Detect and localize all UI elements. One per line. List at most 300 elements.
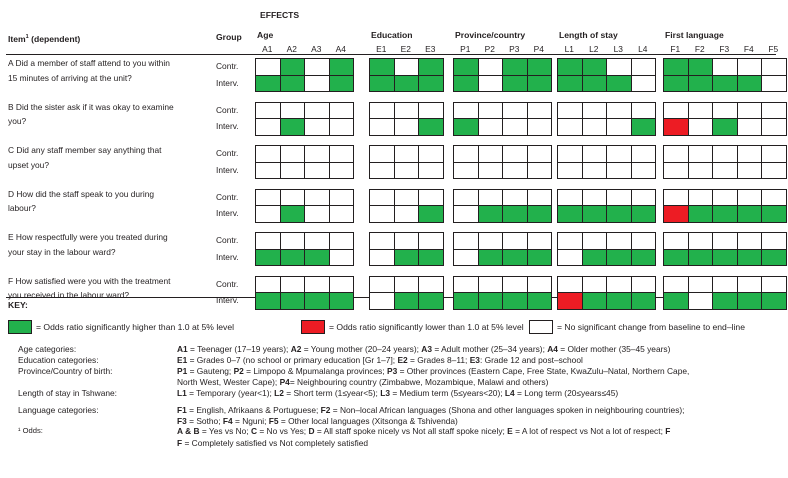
effect-cell — [737, 249, 763, 267]
effect-cell — [557, 232, 583, 250]
effect-cell — [394, 75, 420, 93]
effect-cell — [478, 58, 504, 76]
effect-cell — [329, 232, 355, 250]
item-question: A Did a member of staff attend to you within — [8, 58, 170, 68]
legend-definition-segment: F4 — [222, 416, 233, 427]
effect-cell — [453, 189, 479, 207]
effect-cell — [453, 292, 479, 310]
legend-definition-segment: P1 — [177, 365, 188, 376]
effect-cell — [712, 249, 738, 267]
effect-cell — [255, 145, 281, 163]
effect-cell — [255, 189, 281, 207]
effect-cell — [478, 118, 504, 136]
effect-cell — [369, 189, 395, 207]
effect-cell — [663, 232, 689, 250]
effect-cell — [712, 205, 738, 223]
effect-cell — [369, 249, 395, 267]
column-code: F5 — [768, 44, 779, 54]
effect-cell — [255, 232, 281, 250]
effect-cell — [502, 232, 528, 250]
effects-heading: EFFECTS — [260, 10, 300, 20]
effect-cell — [369, 102, 395, 120]
legend-definition-segment: = Teenager (17–19 years); — [187, 343, 291, 354]
group-row-label: Contr. — [216, 278, 239, 289]
effect-cell — [369, 162, 395, 180]
effect-cell — [394, 232, 420, 250]
effect-cell — [688, 75, 714, 93]
effect-cell — [688, 205, 714, 223]
effect-cell — [478, 249, 504, 267]
legend-category-label: ¹ Odds: — [18, 426, 43, 436]
effect-cell — [304, 249, 330, 267]
item-question: upset you? — [8, 159, 49, 170]
effect-cell — [761, 102, 787, 120]
effect-cell — [280, 162, 306, 180]
effect-cell — [304, 292, 330, 310]
legend-definition-segment: = Other provinces (Eastern Cape, Free State, KwaZulu–Natal, Northern Cape, — [397, 365, 690, 376]
effect-cell — [394, 118, 420, 136]
effect-cell — [582, 145, 608, 163]
effect-cell — [527, 162, 553, 180]
effect-cell — [255, 102, 281, 120]
legend-definition-segment: = Yes vs No; — [199, 426, 251, 437]
item-question: E How respectfully were you treated during — [8, 232, 168, 242]
effect-cell — [606, 276, 632, 294]
effect-cell — [557, 145, 583, 163]
effect-cell — [712, 162, 738, 180]
effect-cell — [606, 145, 632, 163]
effect-cell — [761, 189, 787, 207]
legend-definition-line — [177, 405, 685, 415]
effect-cell — [582, 75, 608, 93]
effect-cell — [478, 189, 504, 207]
effect-cell — [527, 205, 553, 223]
header-divider — [6, 54, 776, 55]
effect-cell — [663, 292, 689, 310]
effect-cell — [527, 292, 553, 310]
effect-cell — [557, 276, 583, 294]
effect-cell — [761, 276, 787, 294]
legend-definition-segment: L1 — [177, 388, 187, 399]
effect-cell — [304, 162, 330, 180]
effect-cell — [688, 102, 714, 120]
effect-cell — [688, 162, 714, 180]
column-code: L4 — [638, 44, 648, 54]
legend-definition-segment: = Grades 8–11; — [407, 354, 470, 365]
effect-cell — [329, 162, 355, 180]
effect-cell — [369, 205, 395, 223]
effect-cell — [712, 145, 738, 163]
column-code: L1 — [564, 44, 574, 54]
column-code: E2 — [400, 44, 411, 54]
effect-cell — [631, 276, 657, 294]
legend-definition-segment: = Completely satisfied vs Not completely satisfied — [182, 437, 369, 448]
legend-definition-segment: A4 — [547, 343, 558, 354]
column-code: E1 — [376, 44, 387, 54]
effect-cell — [737, 205, 763, 223]
column-code: E3 — [425, 44, 436, 54]
legend-definition-segment: P3 — [387, 365, 398, 376]
key-green-swatch — [8, 320, 32, 334]
effect-cell — [688, 118, 714, 136]
effect-cell — [304, 102, 330, 120]
effect-cell — [712, 189, 738, 207]
effect-cell — [329, 292, 355, 310]
effect-cell — [329, 249, 355, 267]
column-code: A3 — [311, 44, 322, 54]
effect-cell — [329, 75, 355, 93]
effect-cell — [418, 162, 444, 180]
legend-definition-segment: = Young mother (20–24 years); — [301, 343, 422, 354]
effect-cell — [502, 162, 528, 180]
column-code: A4 — [335, 44, 346, 54]
effect-cell — [737, 189, 763, 207]
legend-definition-segment: = All staff spoke nicely vs Not all staff spoke nicely; — [314, 426, 508, 437]
group-title: Length of stay — [559, 30, 618, 40]
legend-definition-segment: E2 — [397, 354, 408, 365]
effect-cell — [606, 205, 632, 223]
effect-cell — [606, 102, 632, 120]
effect-cell — [737, 162, 763, 180]
effect-cell — [394, 162, 420, 180]
effect-cell — [606, 162, 632, 180]
legend-definition-line — [177, 377, 548, 387]
legend-definition-line — [177, 388, 618, 398]
effect-cell — [394, 58, 420, 76]
effect-cell — [369, 276, 395, 294]
legend-definition-line — [177, 355, 583, 365]
legend-definition-segment: A & B — [177, 426, 200, 437]
group-title: Age — [257, 30, 274, 40]
legend-definition-segment: : Grade 12 and post–school — [479, 354, 583, 365]
legend-definition-line — [177, 344, 670, 354]
effect-cell — [280, 145, 306, 163]
legend-definition-segment: E3 — [469, 354, 480, 365]
effect-cell — [502, 292, 528, 310]
group-row-label: Interv. — [216, 251, 239, 262]
column-code: P3 — [509, 44, 520, 54]
effect-cell — [737, 232, 763, 250]
group-title: First language — [665, 30, 724, 40]
key-title: KEY: — [8, 300, 28, 310]
effect-cell — [557, 58, 583, 76]
effect-cell — [453, 118, 479, 136]
effect-cell — [453, 58, 479, 76]
effect-cell — [280, 58, 306, 76]
legend-definition-segment: P2 — [233, 365, 244, 376]
effect-cell — [582, 189, 608, 207]
legend-definition-segment: = Long term (20≤years≤45) — [514, 388, 619, 399]
legend-definition-segment: A1 — [177, 343, 188, 354]
effect-cell — [688, 58, 714, 76]
effect-cell — [688, 232, 714, 250]
effect-cell — [255, 118, 281, 136]
effect-cell — [394, 189, 420, 207]
legend-definition-segment: C — [250, 426, 258, 437]
group-row-label: Interv. — [216, 77, 239, 88]
legend-definition-segment: = Non–local African languages (Shona and other languages spoken in neighbouring countries); — [330, 405, 685, 415]
effect-cell — [280, 232, 306, 250]
effect-cell — [369, 75, 395, 93]
effect-cell — [688, 249, 714, 267]
group-column-header: Group — [216, 32, 242, 42]
group-row-label: Contr. — [216, 191, 239, 202]
effect-cell — [631, 118, 657, 136]
effect-cell — [255, 162, 281, 180]
legend-definition-segment: L4 — [504, 388, 515, 399]
effect-cell — [737, 145, 763, 163]
effect-cell — [663, 249, 689, 267]
legend-definition-segment: = Limpopo & Mpumalanga provinces; — [243, 365, 387, 376]
effect-cell — [712, 102, 738, 120]
item-question: F How satisfied were you with the treatment — [8, 275, 171, 286]
effect-cell — [418, 189, 444, 207]
effect-cell — [255, 249, 281, 267]
effect-cell — [418, 249, 444, 267]
column-code: L2 — [589, 44, 599, 54]
effect-cell — [582, 102, 608, 120]
effect-cell — [712, 292, 738, 310]
effect-cell — [369, 292, 395, 310]
effect-cell — [280, 205, 306, 223]
effect-cell — [663, 276, 689, 294]
effect-cell — [369, 232, 395, 250]
legend-definition-segment: L2 — [274, 388, 284, 399]
effect-cell — [631, 232, 657, 250]
effect-cell — [737, 102, 763, 120]
effect-cell — [761, 249, 787, 267]
effect-cell — [329, 189, 355, 207]
item-question: 15 minutes of arriving at the unit? — [8, 72, 132, 83]
effect-cell — [502, 189, 528, 207]
effect-cell — [453, 205, 479, 223]
legend-definition-line — [177, 438, 368, 448]
legend-definition-segment: E — [507, 426, 513, 437]
effect-cell — [761, 292, 787, 310]
effect-cell — [527, 75, 553, 93]
effect-cell — [453, 276, 479, 294]
effect-cell — [527, 189, 553, 207]
effect-cell — [394, 292, 420, 310]
item-question: you received in the labour ward? — [8, 290, 130, 300]
effect-cell — [761, 58, 787, 76]
effect-cell — [255, 205, 281, 223]
effect-cell — [418, 292, 444, 310]
effect-cell — [280, 292, 306, 310]
group-row-label: Contr. — [216, 61, 239, 71]
legend-category-label: Age categories: — [18, 343, 77, 354]
effect-cell — [502, 249, 528, 267]
effect-cell — [663, 102, 689, 120]
effect-cell — [712, 118, 738, 136]
group-row-label: Contr. — [216, 104, 239, 115]
legend-definition-segment: A2 — [290, 343, 302, 354]
effect-cell — [663, 118, 689, 136]
effect-cell — [582, 58, 608, 76]
effect-cell — [761, 205, 787, 223]
legend-definition-segment: = A lot of respect vs Not a lot of respect; — [512, 426, 666, 437]
effect-cell — [606, 118, 632, 136]
column-code: F3 — [719, 44, 730, 54]
legend-category-label: Province/Country of birth: — [18, 365, 113, 376]
column-code: L3 — [613, 44, 623, 54]
column-code: F4 — [743, 44, 754, 54]
effect-cell — [631, 162, 657, 180]
effect-cell — [394, 249, 420, 267]
effect-cell — [582, 292, 608, 310]
legend-definition-segment: F — [177, 437, 183, 448]
effect-cell — [304, 58, 330, 76]
effect-cell — [663, 189, 689, 207]
effect-cell — [737, 276, 763, 294]
effect-cell — [557, 249, 583, 267]
effect-cell — [329, 58, 355, 76]
effect-cell — [631, 189, 657, 207]
group-row-label: Contr. — [216, 235, 239, 245]
effect-cell — [712, 58, 738, 76]
effect-cell — [304, 276, 330, 294]
group-row-label: Interv. — [216, 121, 239, 131]
effect-cell — [502, 276, 528, 294]
effect-cell — [527, 249, 553, 267]
effect-cell — [663, 75, 689, 93]
effect-cell — [527, 118, 553, 136]
effect-cell — [280, 118, 306, 136]
effect-cell — [527, 276, 553, 294]
effect-cell — [527, 102, 553, 120]
effect-cell — [369, 118, 395, 136]
effect-cell — [582, 232, 608, 250]
effect-cell — [712, 75, 738, 93]
column-code: P2 — [484, 44, 495, 54]
column-code: P1 — [460, 44, 471, 54]
effect-cell — [631, 58, 657, 76]
effect-cell — [737, 292, 763, 310]
effect-cell — [453, 145, 479, 163]
legend-definition-segment: F3 — [177, 416, 187, 427]
effect-cell — [761, 118, 787, 136]
effect-cell — [582, 249, 608, 267]
item-question: labour? — [8, 203, 36, 213]
effect-cell — [606, 58, 632, 76]
effect-cell — [737, 75, 763, 93]
key-white-swatch — [529, 320, 553, 334]
legend-definition-segment: A3 — [421, 343, 433, 354]
legend-definition-segment: = Older mother (35–45 years) — [557, 343, 671, 354]
legend-definition-segment: = Grades 0–7 (no school or primary education [Gr 1–7]; — [187, 354, 398, 365]
effect-cell — [304, 145, 330, 163]
effect-cell — [557, 292, 583, 310]
column-code: F1 — [670, 44, 681, 54]
effect-cell — [631, 102, 657, 120]
effect-cell — [418, 75, 444, 93]
effect-cell — [394, 102, 420, 120]
effect-cell — [557, 162, 583, 180]
effect-cell — [527, 145, 553, 163]
effect-cell — [255, 276, 281, 294]
effect-cell — [418, 118, 444, 136]
effect-cell — [394, 145, 420, 163]
effect-cell — [329, 276, 355, 294]
effect-cell — [502, 118, 528, 136]
item-question: you? — [8, 116, 27, 126]
effect-cell — [606, 249, 632, 267]
effect-cell — [688, 189, 714, 207]
effect-cell — [631, 145, 657, 163]
legend-definition-line — [177, 416, 458, 426]
column-code: F2 — [694, 44, 705, 54]
legend-definition-segment: North West, Wester Cape); — [177, 377, 280, 388]
effect-cell — [478, 276, 504, 294]
effect-cell — [606, 292, 632, 310]
legend-definition-segment: = Other local languages (Xitsonga & Tshivenda) — [278, 416, 458, 427]
legend-category-label: Language categories: — [18, 405, 99, 415]
effect-cell — [527, 232, 553, 250]
legend-definition-segment: F — [665, 426, 671, 437]
legend-definition-segment: = Nguni; — [232, 416, 269, 427]
effect-cell — [394, 205, 420, 223]
effect-cell — [663, 205, 689, 223]
effect-cell — [418, 58, 444, 76]
legend-definition-line — [177, 426, 670, 436]
effect-cell — [478, 205, 504, 223]
group-row-label: Interv. — [216, 295, 239, 305]
effect-cell — [502, 58, 528, 76]
legend-definition-segment: F1 — [177, 405, 187, 415]
effect-cell — [394, 276, 420, 294]
effect-cell — [453, 162, 479, 180]
effect-cell — [631, 75, 657, 93]
legend-definition-segment: = English, Afrikaans & Portuguese; — [186, 405, 321, 415]
effect-cell — [255, 75, 281, 93]
legend-definition-segment: = Neighbouring country (Zimbabwe, Mozambique, Malawi and others) — [289, 377, 549, 388]
effect-cell — [688, 292, 714, 310]
effect-cell — [606, 232, 632, 250]
effect-cell — [606, 189, 632, 207]
effect-cell — [329, 118, 355, 136]
effect-cell — [631, 249, 657, 267]
effect-cell — [418, 102, 444, 120]
effect-cell — [478, 232, 504, 250]
effect-cell — [502, 145, 528, 163]
effect-cell — [663, 162, 689, 180]
effect-cell — [761, 145, 787, 163]
legend-definition-segment: F5 — [268, 416, 279, 427]
legend-definition-segment: E1 — [177, 354, 188, 365]
effect-cell — [478, 162, 504, 180]
legend-definition-line — [177, 366, 689, 376]
effect-cell — [557, 189, 583, 207]
effect-cell — [280, 189, 306, 207]
legend-definition-segment: = Medium term (5≤years<20); — [390, 388, 505, 399]
effect-cell — [329, 205, 355, 223]
effect-cell — [255, 292, 281, 310]
group-row-label: Contr. — [216, 148, 239, 158]
effect-cell — [527, 58, 553, 76]
effect-cell — [582, 162, 608, 180]
effect-cell — [280, 75, 306, 93]
effect-cell — [557, 205, 583, 223]
effect-cell — [502, 75, 528, 93]
effect-cell — [478, 102, 504, 120]
effect-cell — [304, 118, 330, 136]
group-title: Province/country — [455, 30, 526, 40]
column-code: A1 — [262, 44, 273, 54]
legend-definition-segment: = Temporary (year<1); — [186, 388, 275, 399]
legend-definition-segment: L3 — [380, 388, 390, 399]
effect-cell — [688, 145, 714, 163]
legend-definition-segment: D — [308, 426, 315, 437]
